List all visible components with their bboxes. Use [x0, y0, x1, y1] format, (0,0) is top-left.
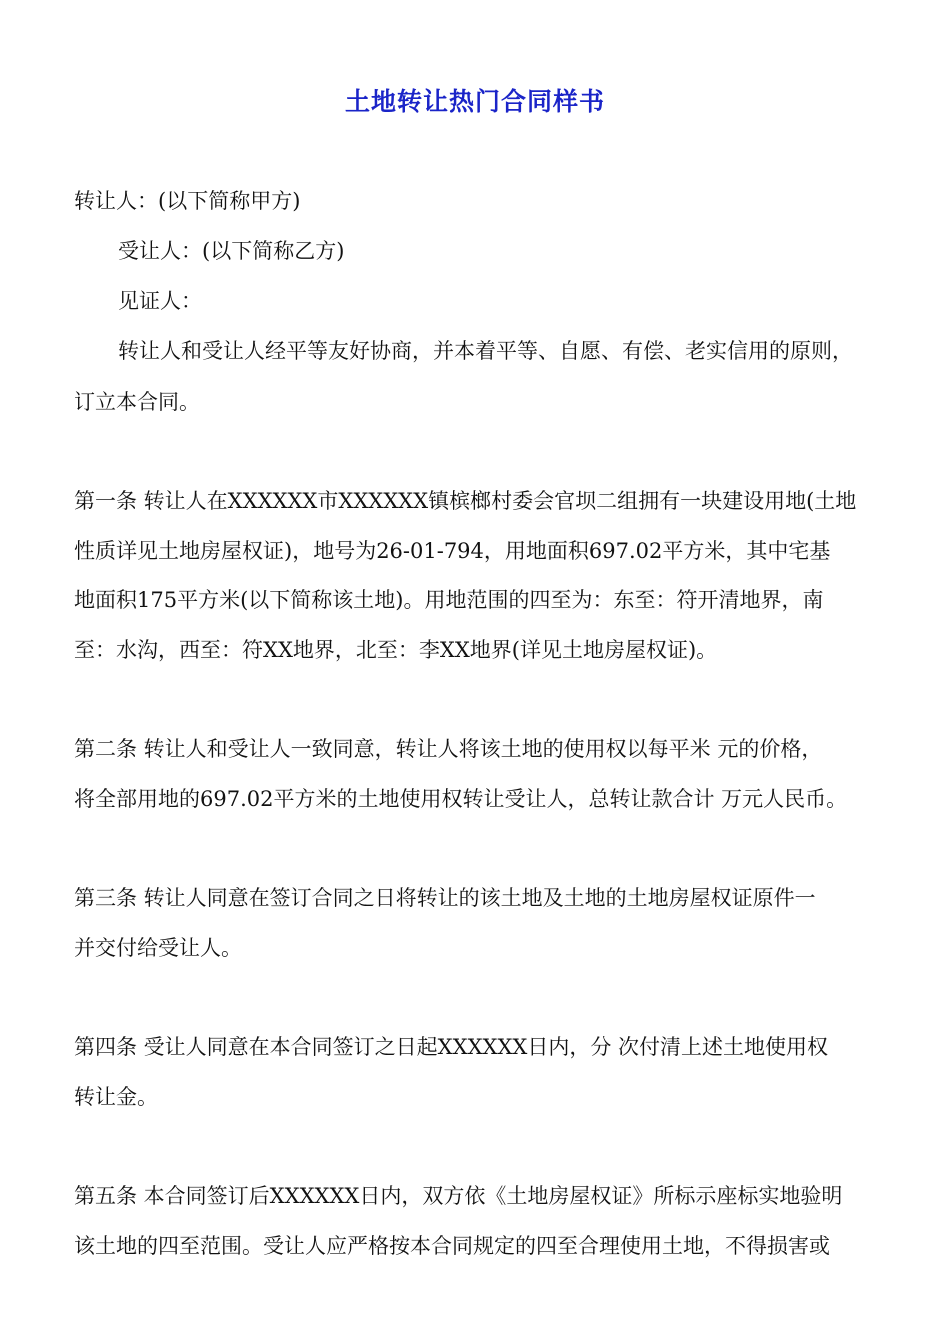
document-title: 土地转让热门合同样书: [344, 87, 605, 116]
article-5-line-1: 第五条 本合同签订后XXXXXX日内，双方依《土地房屋权证》所标示座标实地验明: [74, 1184, 843, 1208]
article-1-line-2: 性质详见土地房屋权证)，地号为26-01-794，用地面积697.02平方米，其中宅基: [74, 539, 831, 563]
article-2-line-2: 将全部用地的697.02平方米的土地使用权转让受让人，总转让款合计 万元人民币。: [74, 787, 848, 811]
witness-line: 见证人：: [118, 289, 202, 313]
article-3-line-2: 并交付给受让人。: [74, 936, 242, 960]
preamble-line-2: 订立本合同。: [74, 390, 200, 414]
article-5-line-2: 该土地的四至范围。受让人应严格按本合同规定的四至合理使用土地，不得损害或: [74, 1234, 830, 1258]
article-1-line-1: 第一条 转让人在XXXXXX市XXXXXX镇槟榔村委会官坝二组拥有一块建设用地(土地: [74, 489, 857, 513]
transferor-line: 转让人：(以下简称甲方): [74, 189, 301, 213]
article-4-line-1: 第四条 受让人同意在本合同签订之日起XXXXXX日内，分 次付清上述土地使用权: [74, 1035, 829, 1059]
transferee-line: 受让人：(以下简称乙方): [118, 239, 345, 263]
article-1-line-4: 至：水沟，西至：符XX地界，北至：李XX地界(详见土地房屋权证)。: [74, 638, 718, 662]
article-1-line-3: 地面积175平方米(以下简称该土地)。用地范围的四至为：东至：符开清地界，南: [74, 588, 824, 612]
article-2-line-1: 第二条 转让人和受让人一致同意，转让人将该土地的使用权以每平米 元的价格，: [74, 737, 823, 761]
preamble-line-1: 转让人和受让人经平等友好协商，并本着平等、自愿、有偿、老实信用的原则，: [118, 339, 853, 363]
article-3-line-1: 第三条 转让人同意在签订合同之日将转让的该土地及土地的土地房屋权证原件一: [74, 886, 816, 910]
article-4-line-2: 转让金。: [74, 1085, 158, 1109]
